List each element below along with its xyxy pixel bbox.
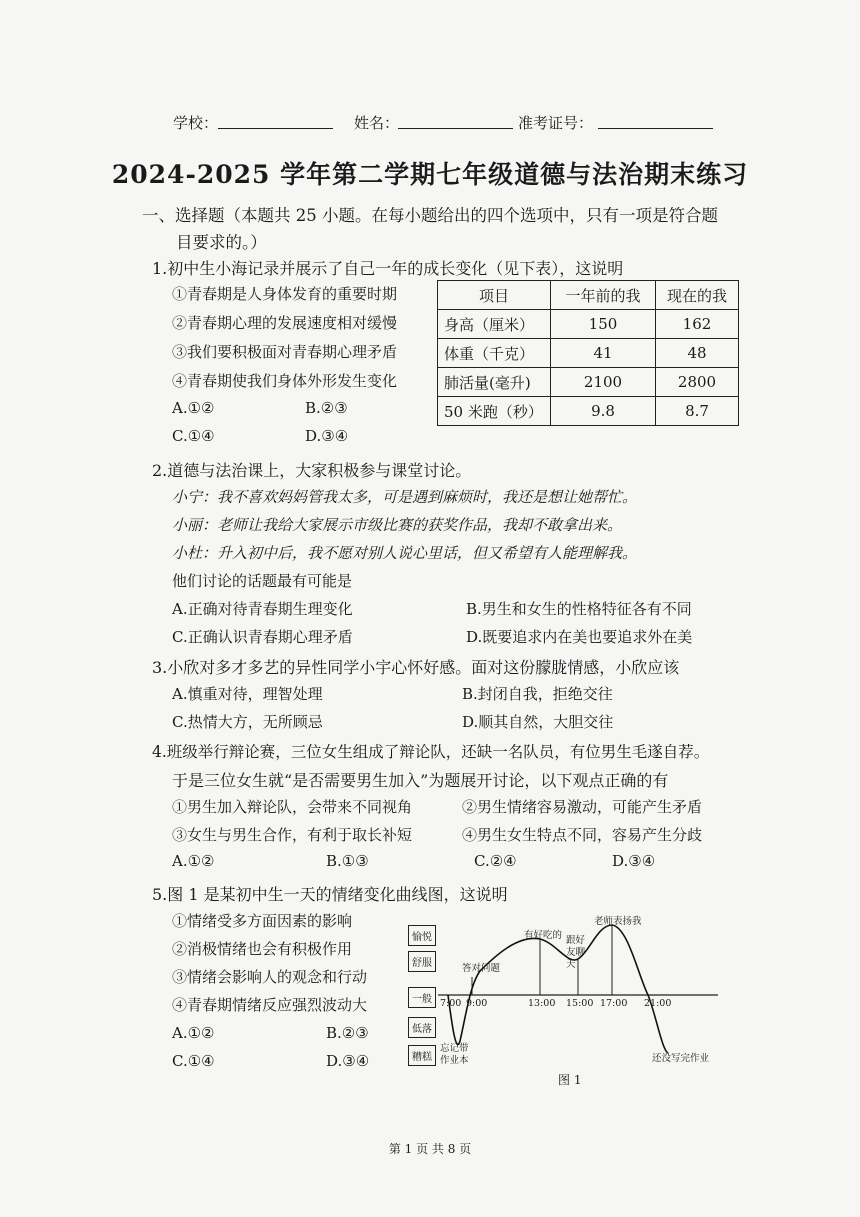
q4-item-3: ③女生与男生合作，有利于取长补短 — [172, 826, 413, 844]
level-label: 糟糕 — [408, 1045, 436, 1066]
table-row — [438, 339, 739, 368]
q3-option-b[interactable]: B.封闭自我，拒绝交往 — [462, 685, 613, 703]
table-row — [438, 397, 739, 426]
table-cell: 体重（千克） — [438, 339, 551, 368]
note-forgot: 忘记带作业本 — [440, 1043, 469, 1066]
q4-item-1: ①男生加入辩论队，会带来不同视角 — [172, 798, 413, 816]
table-cell: 9.8 — [551, 397, 656, 426]
table-cell: 2800 — [656, 368, 739, 397]
level-label: 舒服 — [408, 951, 436, 972]
q5-stem: 5.图 1 是某初中生一天的情绪变化曲线图，这说明 — [152, 885, 508, 904]
note-praise: 老师表扬我 — [594, 916, 642, 927]
q2-ask: 他们讨论的话题最有可能是 — [172, 572, 353, 590]
q2-option-a[interactable]: A.正确对待青春期生理变化 — [172, 600, 353, 618]
school-label: 学校： — [173, 114, 219, 132]
q1-item-2: ②青春期心理的发展速度相对缓慢 — [172, 314, 398, 332]
name-field[interactable] — [398, 128, 513, 129]
table-cell: 身高（厘米） — [438, 310, 551, 339]
table-header-row — [438, 281, 739, 310]
table-cell: 48 — [656, 339, 739, 368]
table-cell: 150 — [551, 310, 656, 339]
q5-item-4: ④青春期情绪反应强烈波动大 — [172, 996, 368, 1014]
q5-option-b[interactable]: B.②③ — [326, 1024, 369, 1042]
time-tick: 21:00 — [644, 998, 672, 1009]
q5-option-c[interactable]: C.①④ — [172, 1052, 215, 1070]
time-tick: 7:00 — [440, 998, 462, 1009]
q4-stem: 4.班级举行辩论赛，三位女生组成了辩论队，还缺一名队员，有位男生毛遂自荐。 — [152, 743, 710, 761]
table-cell: 50 米跑（秒） — [438, 397, 551, 426]
q1-stem: 1.初中生小海记录并展示了自己一年的成长变化（见下表），这说明 — [152, 259, 624, 278]
q2-option-b[interactable]: B.男生和女生的性格特征各有不同 — [466, 600, 692, 618]
q4-item-4: ④男生女生特点不同，容易产生分歧 — [462, 826, 703, 844]
q3-option-d[interactable]: D.顺其自然，大胆交往 — [462, 713, 614, 731]
q3-option-a[interactable]: A.慎重对待，理智处理 — [172, 685, 323, 703]
q2-dialog-2: 小丽：老师让我给大家展示市级比赛的获奖作品，我却不敢拿出来。 — [172, 516, 623, 534]
mood-curve — [448, 925, 668, 1053]
table-header: 一年前的我 — [551, 281, 656, 310]
section-heading-cont: 目要求的。） — [176, 233, 267, 252]
q4-stem-cont: 于是三位女生就“是否需要男生加入”为题展开讨论，以下观点正确的有 — [172, 771, 669, 790]
note-chat: 跟好友聊天 — [566, 935, 586, 970]
time-tick: 13:00 — [528, 998, 556, 1009]
table-header: 项目 — [438, 281, 551, 310]
table-cell: 2100 — [551, 368, 656, 397]
table-cell: 肺活量(毫升) — [438, 368, 551, 397]
q5-item-1: ①情绪受多方面因素的影响 — [172, 912, 353, 930]
level-label: 愉悦 — [408, 925, 436, 946]
q2-stem: 2.道德与法治课上，大家积极参与课堂讨论。 — [152, 461, 472, 480]
table-row — [438, 310, 739, 339]
table-cell: 41 — [551, 339, 656, 368]
exam-id-label: 准考证号： — [518, 114, 594, 132]
q1-option-a[interactable]: A.①② — [172, 399, 215, 417]
q4-item-2: ②男生情绪容易激动，可能产生矛盾 — [462, 798, 703, 816]
page-footer: 第 1 页 共 8 页 — [388, 1142, 472, 1156]
table-cell: 8.7 — [656, 397, 739, 426]
q2-option-c[interactable]: C.正确认识青春期心理矛盾 — [172, 628, 353, 646]
q2-dialog-3: 小杜：升入初中后，我不愿对别人说心里话，但又希望有人能理解我。 — [172, 544, 638, 562]
q4-option-a[interactable]: A.①② — [172, 852, 215, 870]
page-title: 2024-2025 学年第二学期七年级道德与法治期末练习 — [111, 160, 749, 189]
note-homework: 还没写完作业 — [652, 1053, 710, 1064]
time-tick: 15:00 — [566, 998, 594, 1009]
q1-item-4: ④青春期使我们身体外形发生变化 — [172, 372, 398, 390]
mood-curve-figure — [400, 915, 730, 1090]
q2-dialog-1: 小宁：我不喜欢妈妈管我太多，可是遇到麻烦时，我还是想让她帮忙。 — [172, 488, 638, 506]
q2-option-d[interactable]: D.既要追求内在美也要追求外在美 — [466, 628, 693, 646]
q1-option-d[interactable]: D.③④ — [305, 427, 349, 445]
q5-option-a[interactable]: A.①② — [172, 1024, 215, 1042]
table-cell: 162 — [656, 310, 739, 339]
level-label: 低落 — [408, 1017, 436, 1038]
q5-option-d[interactable]: D.③④ — [326, 1052, 370, 1070]
time-tick: 17:00 — [600, 998, 628, 1009]
q1-item-3: ③我们要积极面对青春期心理矛盾 — [172, 343, 398, 361]
q4-option-c[interactable]: C.②④ — [474, 852, 517, 870]
table-row — [438, 368, 739, 397]
q3-option-c[interactable]: C.热情大方，无所顾忌 — [172, 713, 323, 731]
exam-id-field[interactable] — [598, 128, 713, 129]
note-food: 有好吃的 — [524, 930, 563, 941]
q4-option-b[interactable]: B.①③ — [326, 852, 369, 870]
table-header: 现在的我 — [656, 281, 739, 310]
school-field[interactable] — [218, 128, 333, 129]
q1-growth-table — [437, 280, 739, 426]
q1-item-1: ①青春期是人身体发育的重要时期 — [172, 285, 398, 303]
q1-option-c[interactable]: C.①④ — [172, 427, 215, 445]
level-label: 一般 — [408, 987, 436, 1008]
note-answer: 答对问题 — [462, 963, 501, 974]
q5-item-2: ②消极情绪也会有积极作用 — [172, 940, 353, 958]
time-tick: 9:00 — [466, 998, 488, 1009]
q3-stem: 3.小欣对多才多艺的异性同学小宇心怀好感。面对这份朦胧情感，小欣应该 — [152, 658, 680, 677]
name-label: 姓名： — [354, 114, 400, 132]
figure-caption: 图 1 — [558, 1073, 582, 1087]
q4-option-d[interactable]: D.③④ — [612, 852, 656, 870]
section-heading: 一、选择题（本题共 25 小题。在每小题给出的四个选项中，只有一项是符合题 — [142, 206, 718, 225]
q5-item-3: ③情绪会影响人的观念和行动 — [172, 968, 368, 986]
q1-option-b[interactable]: B.②③ — [305, 399, 348, 417]
